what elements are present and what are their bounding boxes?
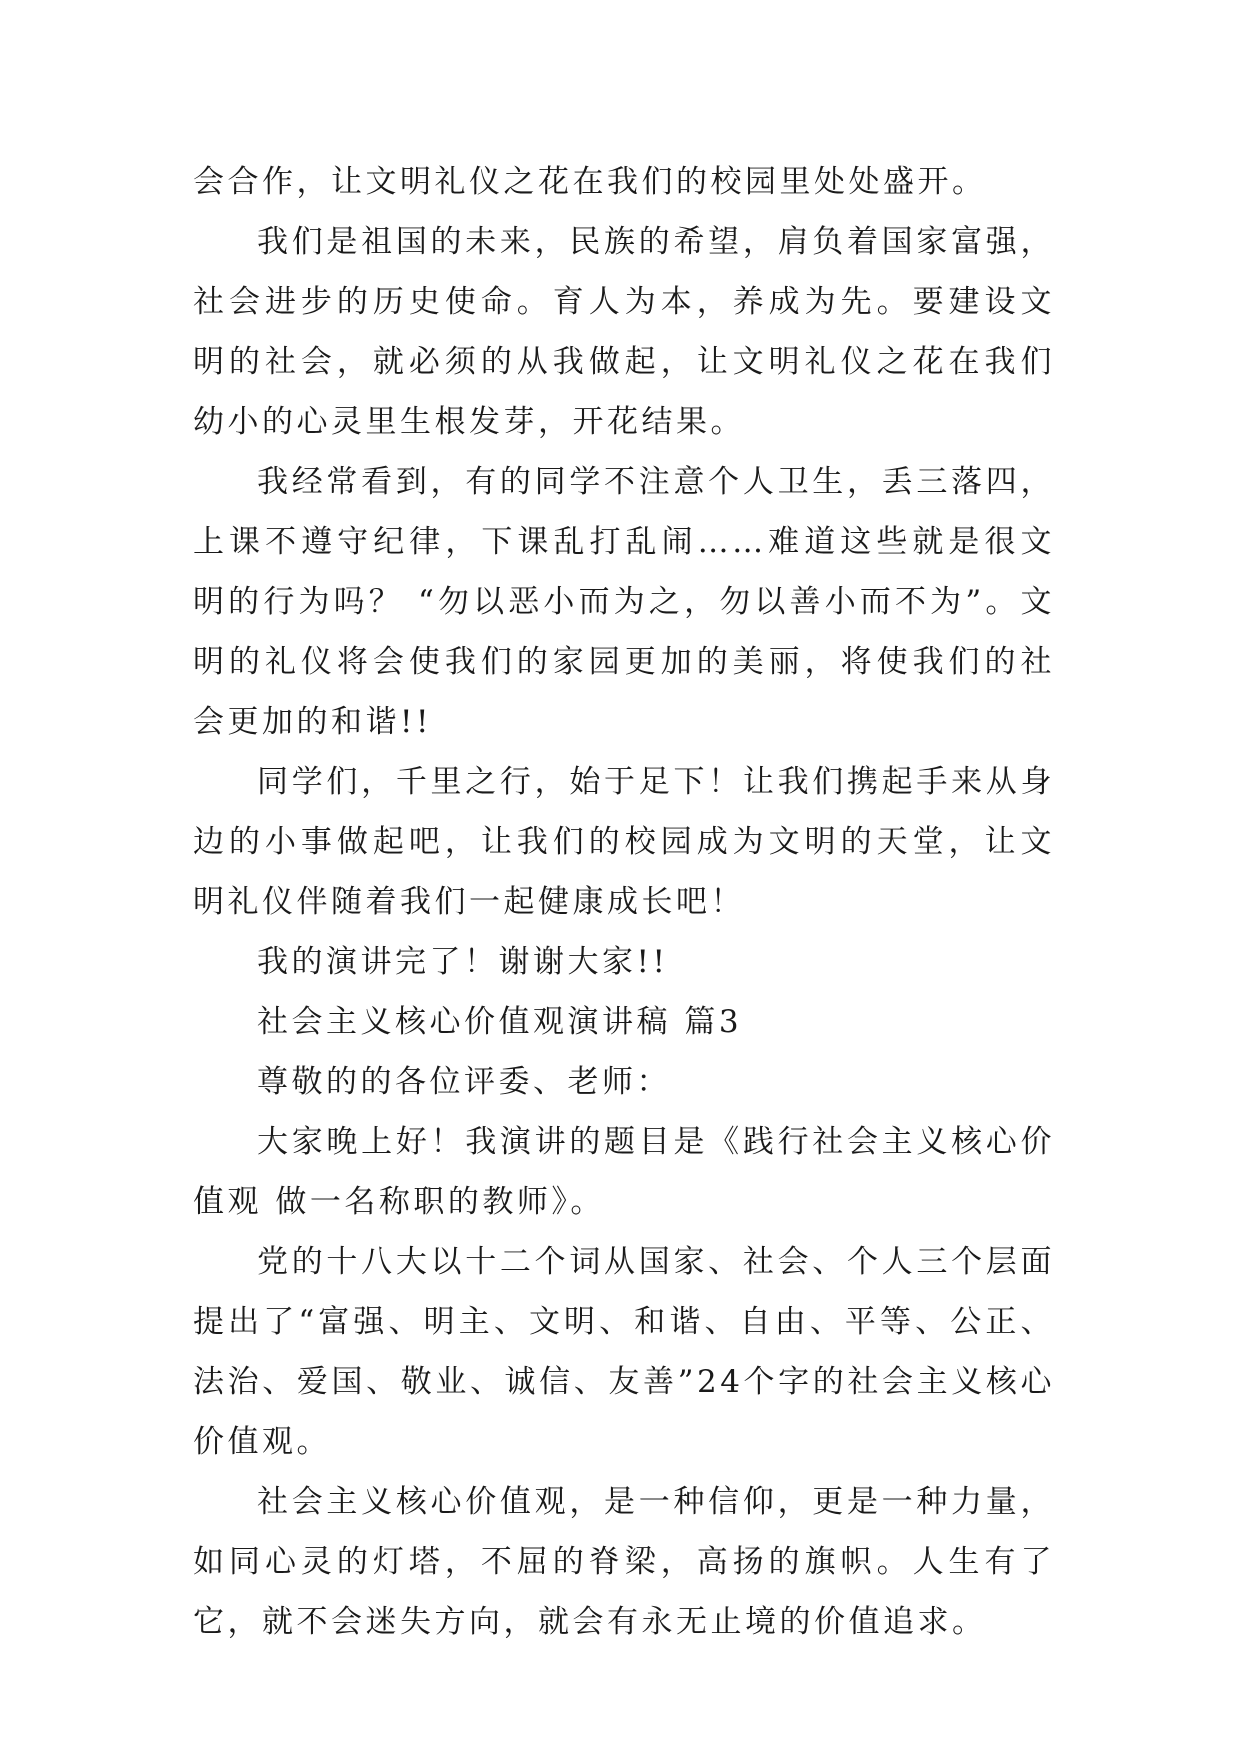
paragraph: 我经常看到，有的同学不注意个人卫生，丢三落四，上课不遵守纪律，下课乱打乱闹……难道这些就是很文明的行为吗？ “勿以恶小而为之，勿以善小而不为”。文明的礼仪将会使我们的家园更加的美丽，将使我们的社会更加的和谐!! [193,464,1055,740]
paragraph: 会合作，让文明礼仪之花在我们的校园里处处盛开。 [193,164,987,200]
paragraph: 大家晚上好！我演讲的题目是《践行社会主义核心价值观 做一名称职的教师》。 [193,1124,1055,1220]
paragraph: 我们是祖国的未来，民族的希望，肩负着国家富强，社会进步的历史使命。育人为本，养成为先。要建设文明的社会，就必须的从我做起，让文明礼仪之花在我们幼小的心灵里生根发芽，开花结果。 [193,224,1055,440]
paragraph: 社会主义核心价值观，是一种信仰，更是一种力量，如同心灵的灯塔，不屈的脊梁，高扬的旗帜。人生有了它，就不会迷失方向，就会有永无止境的价值追求。 [193,1484,1055,1640]
paragraph: 党的十八大以十二个词从国家、社会、个人三个层面提出了“富强、明主、文明、和谐、自由、平等、公正、法治、爱国、敬业、诚信、友善”24个字的社会主义核心价值观。 [193,1244,1055,1460]
section-heading: 社会主义核心价值观演讲稿 篇3 [257,1004,743,1040]
paragraph: 同学们，千里之行，始于足下！让我们携起手来从身边的小事做起吧，让我们的校园成为文明的天堂，让文明礼仪伴随着我们一起健康成长吧！ [193,764,1055,920]
closing-line: 我的演讲完了！谢谢大家!! [257,944,669,980]
salutation: 尊敬的的各位评委、老师： [257,1064,671,1100]
document-body [193,152,1055,1652]
